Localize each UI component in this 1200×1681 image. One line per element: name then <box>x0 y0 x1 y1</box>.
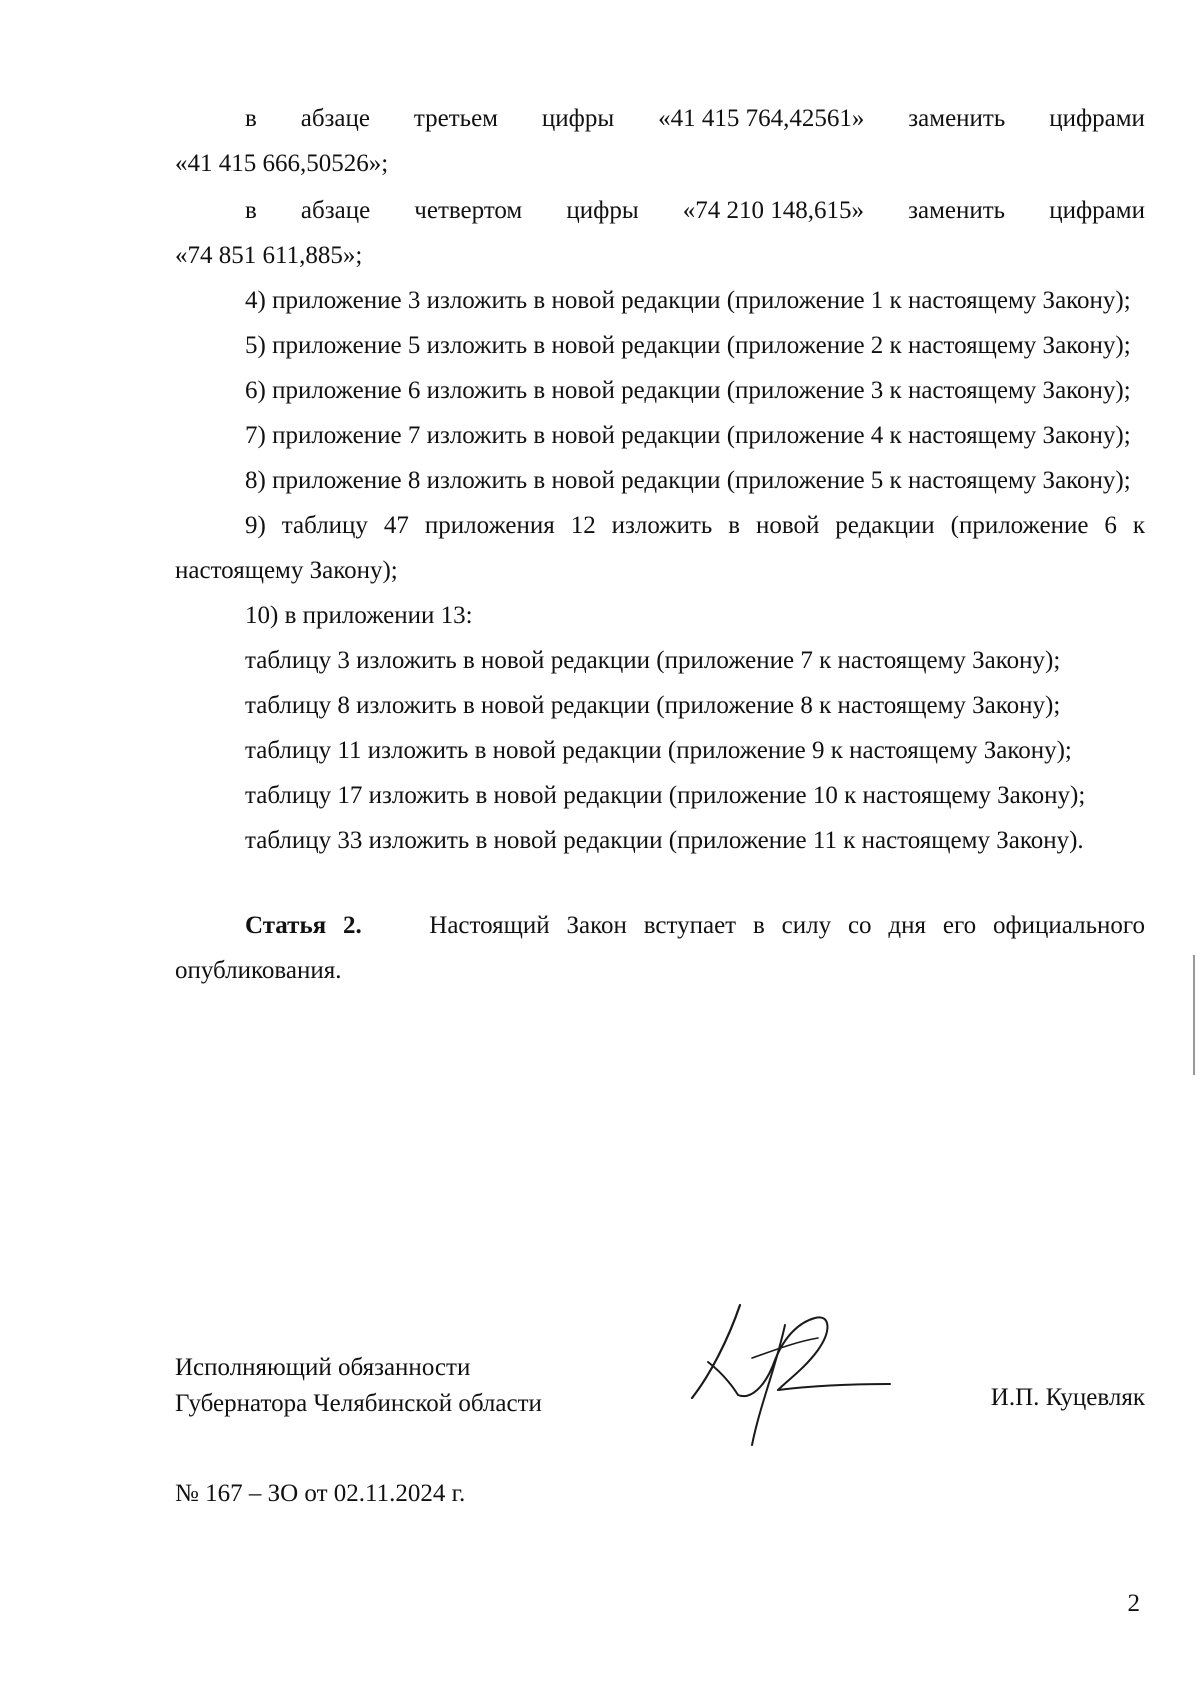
subitem-table-11: таблицу 11 изложить в новой редакции (приложение 9 к настоящему Закону); <box>245 737 1072 764</box>
position-line-1: Исполняющий обязанности <box>175 1354 471 1381</box>
article-2-label: Статья 2. <box>245 912 362 939</box>
document-body <box>175 96 1145 993</box>
word: цифры <box>541 105 615 132</box>
word: абзаце <box>300 197 371 224</box>
word: заменить <box>908 197 1006 224</box>
item-10: 10) в приложении 13: <box>245 602 473 629</box>
position-line-2: Губернатора Челябинской области <box>175 1390 542 1417</box>
item-4: 4) приложение 3 изложить в новой редакции (приложение 1 к настоящему Закону); <box>245 287 1131 314</box>
item-8: 8) приложение 8 изложить в новой редакции (приложение 5 к настоящему Закону); <box>245 467 1131 494</box>
subitem-table-17: таблицу 17 изложить в новой редакции (приложение 10 к настоящему Закону); <box>245 782 1086 809</box>
item-6: 6) приложение 6 изложить в новой редакции (приложение 3 к настоящему Закону); <box>245 377 1131 404</box>
amendment-line-2 <box>175 188 1145 233</box>
document-number: № 167 – ЗО от 02.11.2024 г. <box>175 1480 466 1507</box>
article-2-text: Настоящий Закон вступает в силу со дня его официального опубликования. <box>175 912 1146 984</box>
signatory-position <box>175 1350 542 1422</box>
word: «41 415 764,42561» <box>658 105 865 132</box>
word: цифрами <box>1049 105 1145 132</box>
word: в <box>245 197 257 224</box>
word: «74 210 148,615» <box>682 197 864 224</box>
amendment-line-1-cont: «41 415 666,50526»; <box>175 150 389 177</box>
word: четвертом <box>414 197 523 224</box>
article-2 <box>175 903 1145 993</box>
subitem-table-8: таблицу 8 изложить в новой редакции (приложение 8 к настоящему Закону); <box>245 692 1061 719</box>
word: заменить <box>908 105 1006 132</box>
item-9: 9) таблицу 47 приложения 12 изложить в новой редакции (приложение 6 к настоящему Закону); <box>175 512 1145 584</box>
word: в <box>245 105 257 132</box>
amendment-line-2-cont: «74 851 611,885»; <box>175 242 363 269</box>
subitem-table-3: таблицу 3 изложить в новой редакции (приложение 7 к настоящему Закону); <box>245 647 1061 674</box>
page-number: 2 <box>1127 1590 1140 1617</box>
handwritten-signature <box>690 1300 910 1450</box>
scan-edge-mark <box>1193 955 1195 1075</box>
word: цифрами <box>1049 197 1145 224</box>
word: цифры <box>566 197 639 224</box>
item-5: 5) приложение 5 изложить в новой редакции (приложение 2 к настоящему Закону); <box>245 332 1131 359</box>
item-7: 7) приложение 7 изложить в новой редакции (приложение 4 к настоящему Закону); <box>245 422 1131 449</box>
subitem-table-33: таблицу 33 изложить в новой редакции (приложение 11 к настоящему Закону). <box>245 827 1084 854</box>
word: абзаце <box>300 105 370 132</box>
word: третьем <box>413 105 498 132</box>
amendment-line-1 <box>175 96 1145 141</box>
signatory-name: И.П. Куцевляк <box>990 1384 1145 1411</box>
